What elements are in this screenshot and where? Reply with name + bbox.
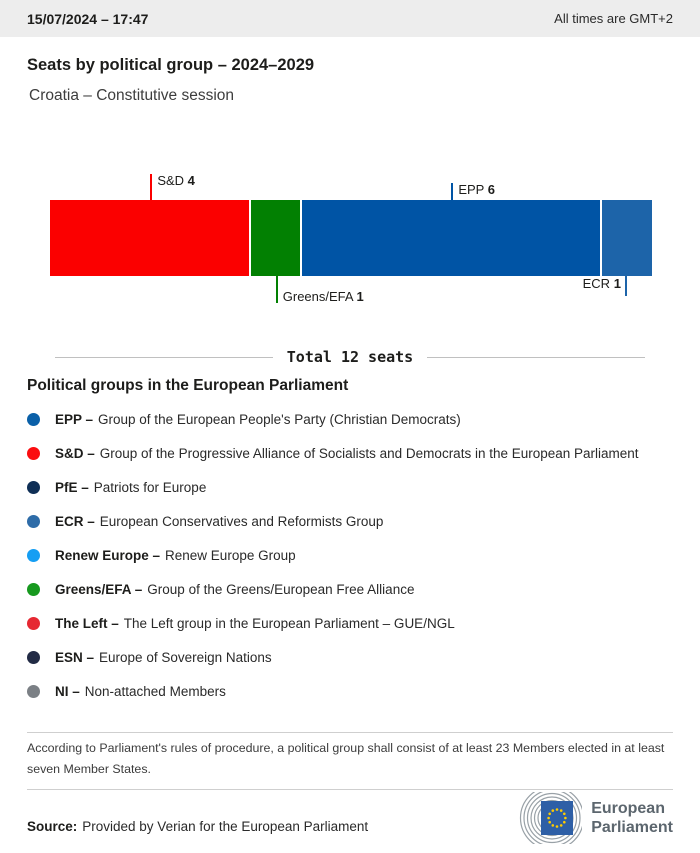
bar-label-epp [451,183,495,200]
source-text: Provided by Verian for the European Parliament [82,819,369,834]
legend-dot [27,617,40,630]
callout-text: Greens/EFA 1 [282,289,364,304]
legend-abbr: ECR – [55,513,95,529]
source-line [27,819,368,834]
legend-dot [27,515,40,528]
divider-line-right [427,357,645,358]
callout-tick [451,183,453,200]
divider-rule-bottom [27,789,673,790]
legend-item-ecr [27,504,673,538]
callout-tick [150,174,152,200]
bar-label-greens-efa [276,276,364,303]
legend-name: Group of the Progressive Alliance of Socialists and Democrats in the European Parliament [99,445,639,461]
legend-abbr: Greens/EFA – [55,581,143,597]
legend-name: Non-attached Members [84,683,226,699]
legend-name: Group of the European People's Party (Christian Democrats) [98,411,461,427]
legend-name: The Left group in the European Parliament – GUE/NGL [123,615,455,631]
legend-name: European Conservatives and Reformists Group [99,513,384,529]
total-seats-label: Total 12 seats [286,348,414,366]
legend-item-epp [27,402,673,436]
timezone-note: All times are GMT+2 [554,11,673,26]
bar-segment-greens-efa [251,200,301,276]
legend-heading: Political groups in the European Parliament [27,377,349,394]
total-seats-divider [55,347,645,367]
legend-dot [27,549,40,562]
legend-item-renew-europe [27,538,673,572]
callout-text: EPP 6 [458,182,495,197]
legend-name: Europe of Sovereign Nations [99,649,272,665]
legend-list [27,402,673,708]
european-parliament-logo [504,792,673,844]
source-label: Source: [27,819,78,834]
ep-hemicycle-flag-icon [504,792,582,844]
bar-segment-s-d [50,200,249,276]
legend-abbr: NI – [55,683,80,699]
legend-item-pfe [27,470,673,504]
seats-bar-chart [50,173,652,304]
divider-line-left [55,357,273,358]
legend-abbr: S&D – [55,445,95,461]
legend-item-greens-efa [27,572,673,606]
bar-segment-epp [302,200,600,276]
callout-text: S&D 4 [157,173,195,188]
legend-dot [27,481,40,494]
legend-item-s-d [27,436,673,470]
legend-item-the-left [27,606,673,640]
legend-dot [27,413,40,426]
logo-wordmark [591,799,673,837]
header-bar [0,0,700,37]
legend-item-esn [27,640,673,674]
legend-dot [27,583,40,596]
bar-track [50,200,652,276]
callout-text: ECR 1 [582,276,621,291]
legend-abbr: PfE – [55,479,89,495]
page-title: Seats by political group – 2024–2029 [27,56,315,74]
page-subtitle: Croatia – Constitutive session [29,87,235,104]
footnote-text: According to Parliament's rules of procedure, a political group shall consist of at least 23 Members elected in at least seven Member States. [27,741,665,776]
legend-abbr: Renew Europe – [55,547,161,563]
legend-abbr: ESN – [55,649,95,665]
legend-abbr: The Left – [55,615,119,631]
legend-abbr: EPP – [55,411,94,427]
logo-line1: European [591,800,665,817]
callout-tick [276,276,278,303]
bar-segment-ecr [602,200,652,276]
legend-dot [27,447,40,460]
logo-line2: Parliament [591,819,673,836]
legend-dot [27,685,40,698]
divider-rule-top [27,732,673,733]
callout-tick [625,276,627,296]
legend-dot [27,651,40,664]
datetime-stamp: 15/07/2024 – 17:47 [27,10,149,27]
legend-name: Renew Europe Group [165,547,296,563]
legend-name: Group of the Greens/European Free Alliance [147,581,415,597]
bar-label-ecr [583,276,627,296]
bar-label-s-d [150,174,195,200]
legend-name: Patriots for Europe [93,479,207,495]
legend-item-ni [27,674,673,708]
